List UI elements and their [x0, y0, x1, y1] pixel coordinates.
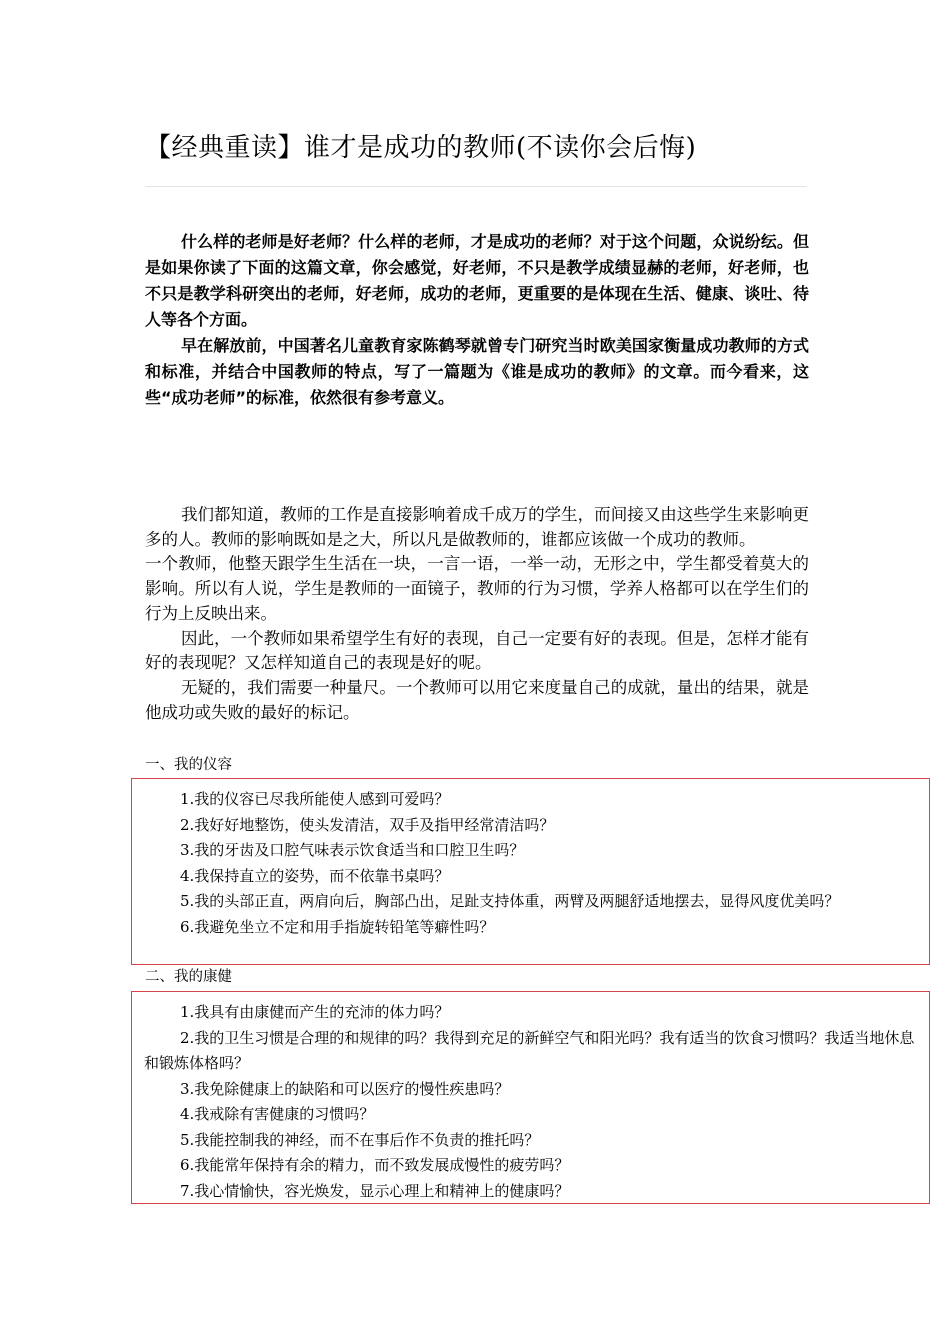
checklist-item: 3.我的牙齿及口腔气味表示饮食适当和口腔卫生吗？ — [180, 841, 525, 859]
checklist-item: 1.我具有由康健而产生的充沛的体力吗？ — [180, 1003, 450, 1021]
article-title: 【经典重读】谁才是成功的教师(不读你会后悔) — [145, 133, 697, 163]
checklist-item: 7.我心情愉快，容光焕发，显示心理上和精神上的健康吗？ — [180, 1181, 570, 1200]
checklist-item: 4.我戒除有害健康的习惯吗？ — [180, 1105, 375, 1123]
intro-paragraph: 早在解放前，中国著名儿童教育家陈鹤琴就曾专门研究当时欧美国家衡量成功教师的方式和标准，并结合中国教师的特点，写了一篇题为《谁是成功的教师》的文章。而今看来，这些“成功老师”的标准，依然很有参考意义。 — [145, 336, 809, 407]
checklist-item: 1.我的仪容已尽我所能使人感到可爱吗？ — [180, 790, 450, 808]
body-paragraph: 我们都知道，教师的工作是直接影响着成千成万的学生，而间接又由这些学生来影响更多的人。教师的影响既如是之大，所以凡是做教师的，谁都应该做一个成功的教师。 — [145, 505, 809, 549]
checklist-item: 6.我避免坐立不定和用手指旋转铅笔等癖性吗？ — [180, 917, 495, 936]
checklist-item: 6.我能常年保持有余的精力，而不致发展成慢性的疲劳吗？ — [180, 1156, 570, 1174]
body-paragraph: 无疑的，我们需要一种量尺。一个教师可以用它来度量自己的成就，量出的结果，就是他成功或失败的最好的标记。 — [145, 677, 809, 722]
checklist-item: 5.我能控制我的神经，而不在事后作不负责的推托吗？ — [180, 1130, 540, 1149]
body-paragraph: 一个教师，他整天跟学生生活在一块，一言一语，一举一动，无形之中，学生都受着莫大的影响。所以有人说，学生是教师的一面镜子，教师的行为习惯，学养人格都可以在学生们的行为上反映出来。 — [145, 554, 809, 623]
checklist-item: 4.我保持直立的姿势，而不依靠书桌吗？ — [180, 866, 450, 885]
checklist-box-health — [131, 991, 930, 1204]
checklist-box-appearance — [131, 778, 930, 965]
body-paragraph: 因此，一个教师如果希望学生有好的表现，自己一定要有好的表现。但是，怎样才能有好的表现呢？又怎样知道自己的表现是好的呢。 — [145, 628, 809, 673]
intro-section — [145, 229, 809, 411]
section-heading-appearance: 一、我的仪容 — [145, 757, 232, 773]
checklist-item: 5.我的头部正直，两肩向后，胸部凸出，足趾支持体重，两臂及两腿舒适地摆去，显得风度优美吗？ — [180, 892, 840, 910]
checklist-item: 2.我的卫生习惯是合理的和规律的吗？我得到充足的新鲜空气和阳光吗？我有适当的饮食习惯吗？我适当地休息和锻炼体格吗？ — [144, 1028, 915, 1072]
checklist-item: 3.我免除健康上的缺陷和可以医疗的慢性疾患吗？ — [180, 1079, 510, 1098]
checklist-item: 2.我好好地整饬，使头发清洁，双手及指甲经常清洁吗？ — [180, 815, 555, 834]
title-divider — [145, 186, 807, 187]
body-section — [145, 503, 809, 725]
section-heading-health: 二、我的康健 — [145, 969, 232, 985]
intro-paragraph: 什么样的老师是好老师？什么样的老师，才是成功的老师？对于这个问题，众说纷纭。但是如果你读了下面的这篇文章，你会感觉，好老师，不只是教学成绩显赫的老师，好老师，也不只是教学科研突出的老师，好老师，成功的老师，更重要的是体现在生活、健康、谈吐、待人等各个方面。 — [145, 232, 809, 329]
